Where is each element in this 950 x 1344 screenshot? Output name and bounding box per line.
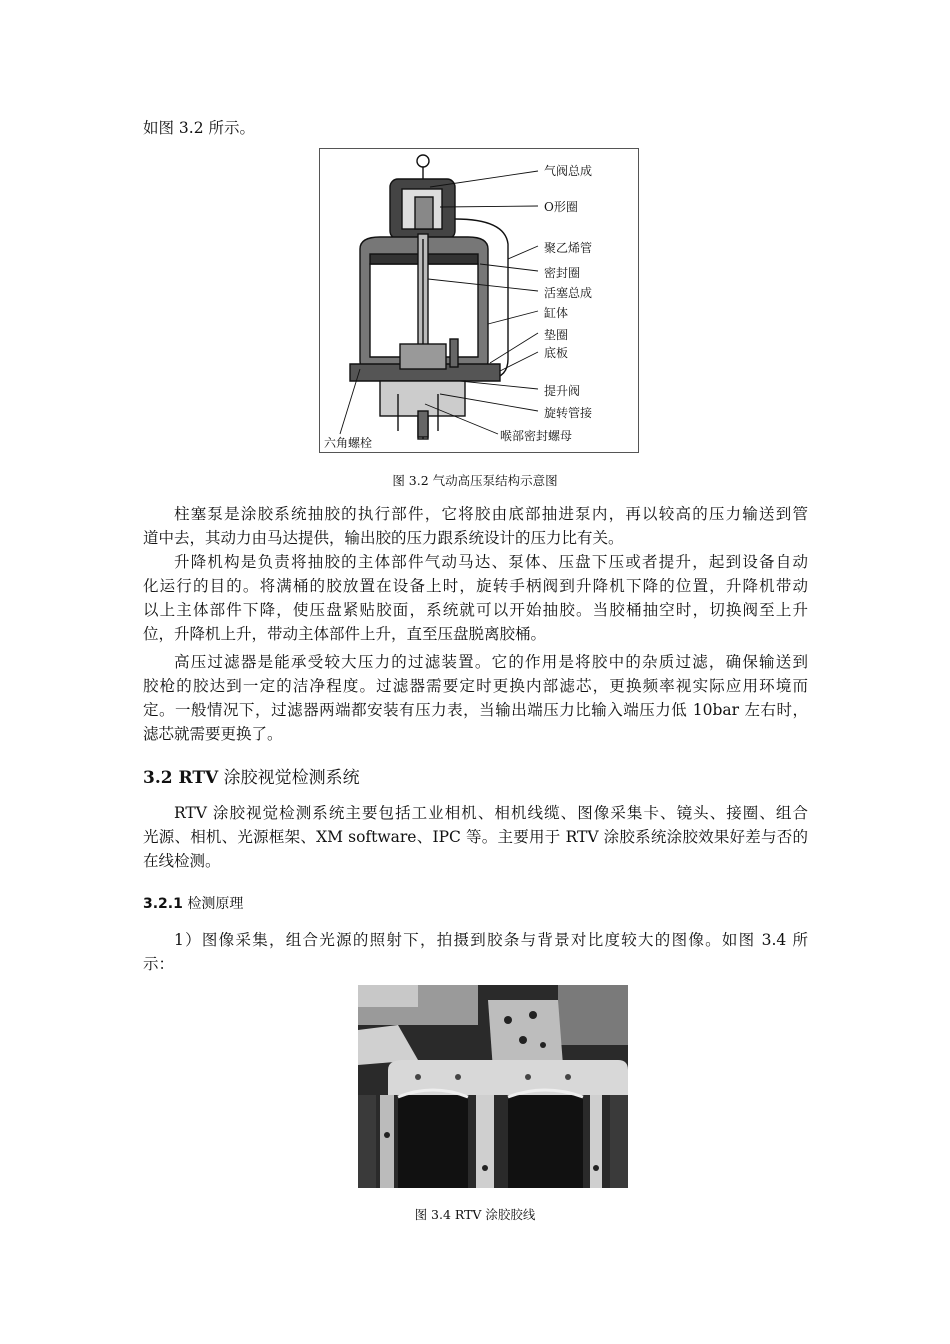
paragraph-image-acquisition: 1）图像采集，组合光源的照射下，拍摄到胶条与背景对比度较大的图像。如图 3.4 所 示： xyxy=(143,931,808,973)
label-air-valve: 气阀总成 xyxy=(544,164,593,178)
label-lift-valve: 提升阀 xyxy=(544,384,581,398)
intro-paragraph: 如图 3.2 所示。 xyxy=(143,119,256,137)
label-throat-nut: 喉部密封螺母 xyxy=(500,429,573,443)
label-pe-tube: 聚乙烯管 xyxy=(544,241,593,255)
rtv-glue-line-photo xyxy=(358,985,628,1188)
pump-structure-figure xyxy=(319,148,639,453)
label-piston: 活塞总成 xyxy=(544,286,593,300)
engine-block-image xyxy=(358,985,628,1188)
label-rotary-joint: 旋转管接 xyxy=(544,406,593,420)
section-heading-3-2: 3.2 RTV 涂胶视觉检测系统 xyxy=(143,768,360,788)
section-heading-3-2-1: 3.2.1 检测原理 xyxy=(143,896,244,912)
label-cylinder: 缸体 xyxy=(544,306,569,320)
label-o-ring: O形圈 xyxy=(544,200,578,214)
figure-32-caption: 图 3.2 气动高压泵结构示意图 xyxy=(392,473,558,488)
paragraph-filter: 高压过滤器是能承受较大压力的过滤装置。它的作用是将胶中的杂质过滤，确保输送到 胶枪的胶达到一定的洁净程度。过滤器需要定时更换内部滤芯，更换频率视实际应用环境而 定。一般情况下，过滤器两端都安装有压力表，当输出端压力比输入端压力低 10bar 左右时， 滤芯就需要更换了。 xyxy=(143,653,808,743)
label-hex-bolt: 六角螺栓 xyxy=(324,436,373,450)
label-base-plate: 底板 xyxy=(544,346,569,360)
label-seal-ring: 密封圈 xyxy=(544,266,581,280)
figure-34-caption: 图 3.4 RTV 涂胶胶线 xyxy=(414,1207,536,1222)
paragraph-lift-mechanism: 升降机构是负责将抽胶的主体部件气动马达、泵体、压盘下压或者提升，起到设备自动 化运行的目的。将满桶的胶放置在设备上时，旋转手柄阀到升降机下降的位置，升降机带动 以上主体部件下降，使压盘紧贴胶面，系统就可以开始抽胶。当胶桶抽空时，切换阀至上升 位，升降机上升，带动主体部件上升，直至压盘脱离胶桶。 xyxy=(143,553,808,643)
label-gasket: 垫圈 xyxy=(544,328,569,342)
paragraph-plunger-pump: 柱塞泵是涂胶系统抽胶的执行部件，它将胶由底部抽进泵内，再以较高的压力输送到管 道中去，其动力由马达提供，输出胶的压力跟系统设计的压力比有关。 xyxy=(143,505,808,547)
paragraph-rtv-system: RTV 涂胶视觉检测系统主要包括工业相机、相机线缆、图像采集卡、镜头、接圈、组合 光源、相机、光源框架、XM software、IPC 等。主要用于 RTV 涂胶系统涂胶效果好差与否的 在线检测。 xyxy=(143,804,808,870)
